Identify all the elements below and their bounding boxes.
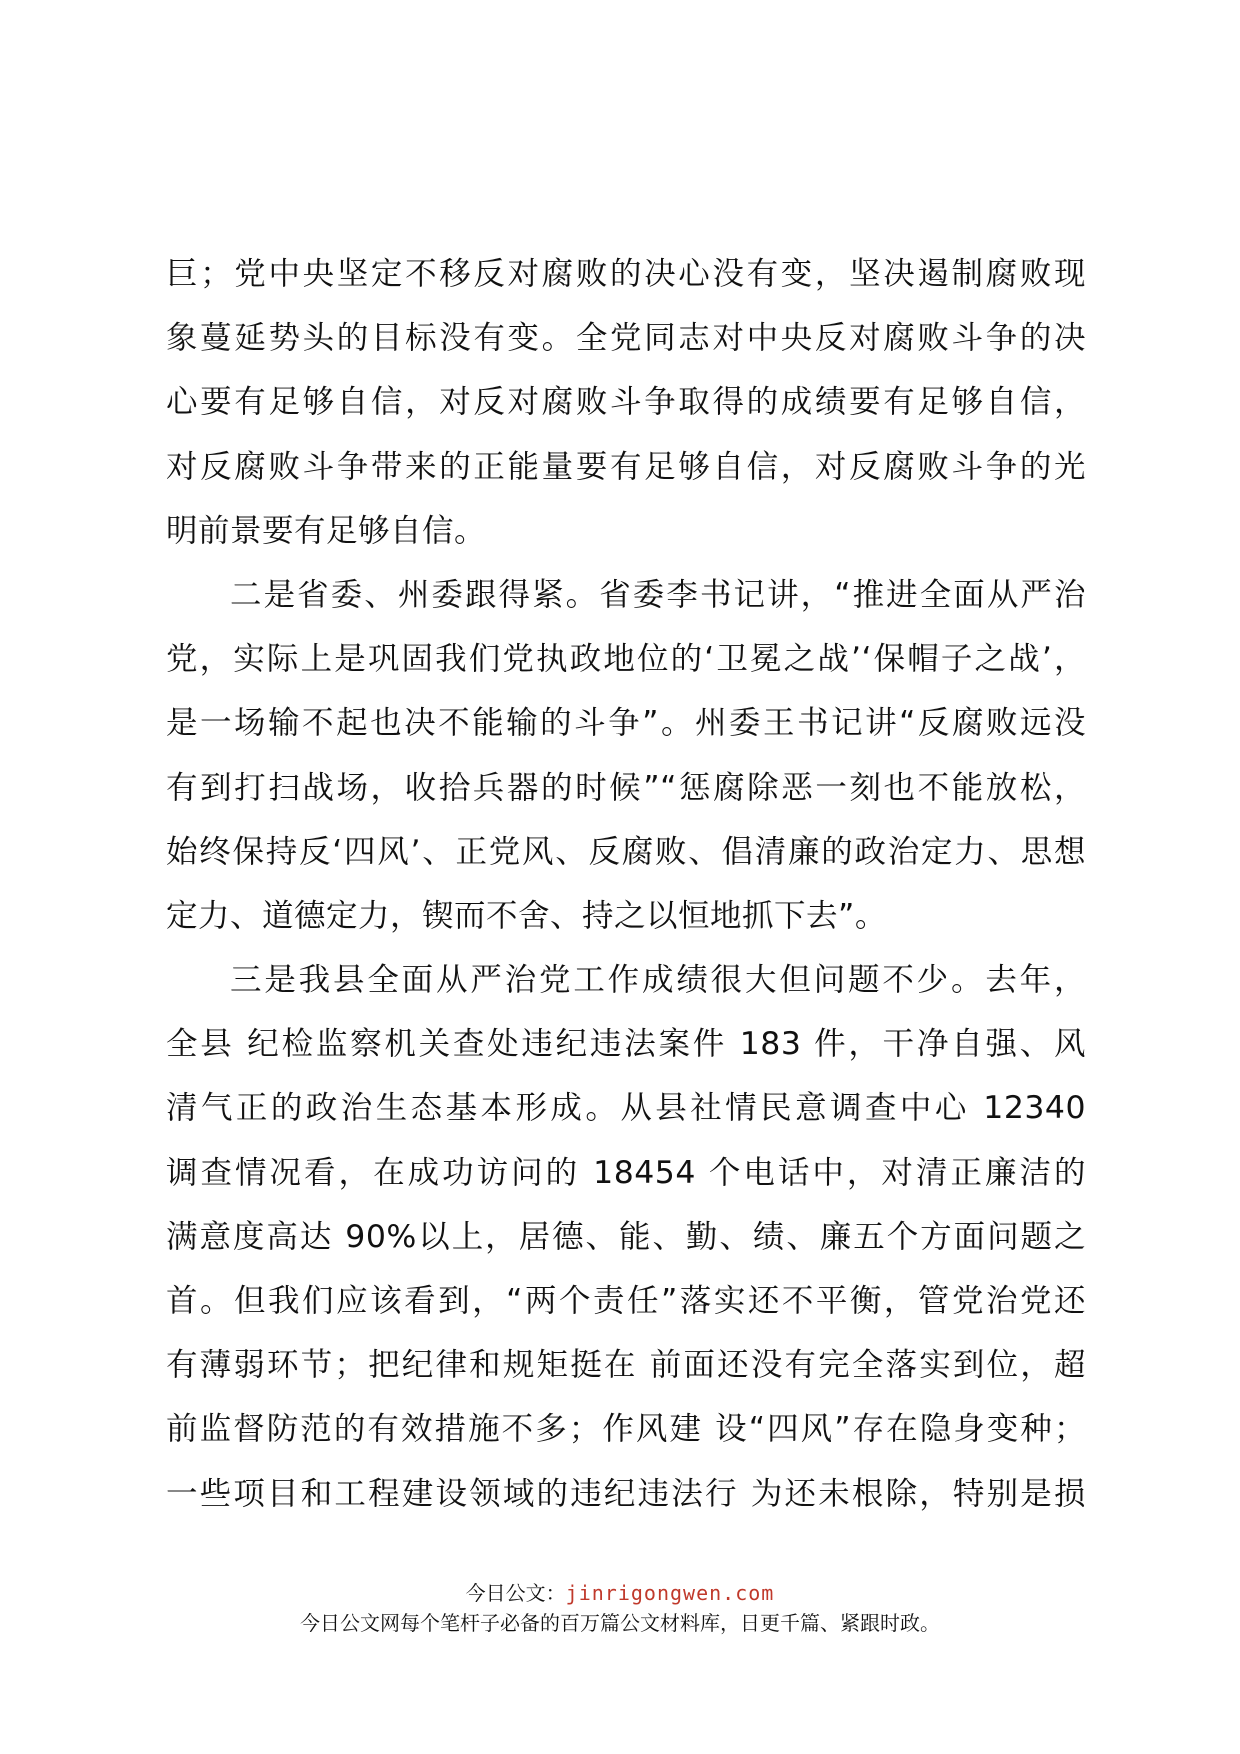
- paragraph-start-line: 三是我县全面从严治党工作成绩很大但问题不少。去年，: [230, 962, 1086, 999]
- text-line: 定力、道德定力，锲而不舍、持之以恒地抓下去”。: [166, 897, 887, 934]
- text-line: 一些项目和工程建设领域的违纪违法行 为还未根除，特别是损: [166, 1475, 1086, 1512]
- text-line: 清气正的政治生态基本形成。从县社情民意调查中心 12340: [166, 1090, 1086, 1127]
- text-line: 巨；党中央坚定不移反对腐败的决心没有变，坚决遏制腐败现: [166, 256, 1086, 292]
- text-line: 调查情况看，在成功访问的 18454 个电话中，对清正廉洁的: [166, 1154, 1086, 1191]
- text-line: 全县 纪检监察机关查处违纪违法案件 183 件，干净自强、风: [166, 1026, 1086, 1063]
- body-text: [166, 242, 1086, 1526]
- footer-label: 今日公文：: [465, 1581, 566, 1605]
- footer-slogan: 今日公文网每个笔杆子必备的百万篇公文材料库，日更千篇、紧跟时政。: [300, 1611, 940, 1635]
- text-line: 党，实际上是巩固我们党执政地位的‘卫冕之战’‘保帽子之战’，: [166, 641, 1086, 678]
- text-line: 对反腐败斗争带来的正能量要有足够自信，对反腐败斗争的光: [166, 448, 1086, 485]
- footer-site-link[interactable]: jinrigongwen.com: [565, 1581, 775, 1605]
- paragraph-start-line: 二是省委、州委跟得紧。省委李书记讲，“推进全面从严治: [230, 576, 1086, 613]
- text-line: 是一场输不起也决不能输的斗争”。州委王书记讲“反腐败远没: [166, 705, 1086, 742]
- text-line: 始终保持反‘四风’、正党风、反腐败、倡清廉的政治定力、思想: [166, 833, 1086, 870]
- text-line: 有到打扫战场，收拾兵器的时候”“惩腐除恶一刻也不能放松，: [166, 769, 1086, 806]
- footer-source: [0, 1577, 1240, 1606]
- text-line: 心要有足够自信，对反对腐败斗争取得的成绩要有足够自信，: [166, 384, 1086, 421]
- text-line: 首。但我们应该看到，“两个责任”落实还不平衡，管党治党还: [166, 1283, 1086, 1319]
- text-line: 满意度高达 90%以上，居德、能、勤、绩、廉五个方面问题之: [166, 1218, 1086, 1255]
- text-line: 明前景要有足够自信。: [166, 512, 487, 549]
- text-line: 前监督防范的有效措施不多；作风建 设“四风”存在隐身变种；: [166, 1411, 1086, 1448]
- text-line: 有薄弱环节；把纪律和规矩挺在 前面还没有完全落实到位，超: [166, 1347, 1086, 1384]
- text-line: 象蔓延势头的目标没有变。全党同志对中央反对腐败斗争的决: [166, 320, 1086, 357]
